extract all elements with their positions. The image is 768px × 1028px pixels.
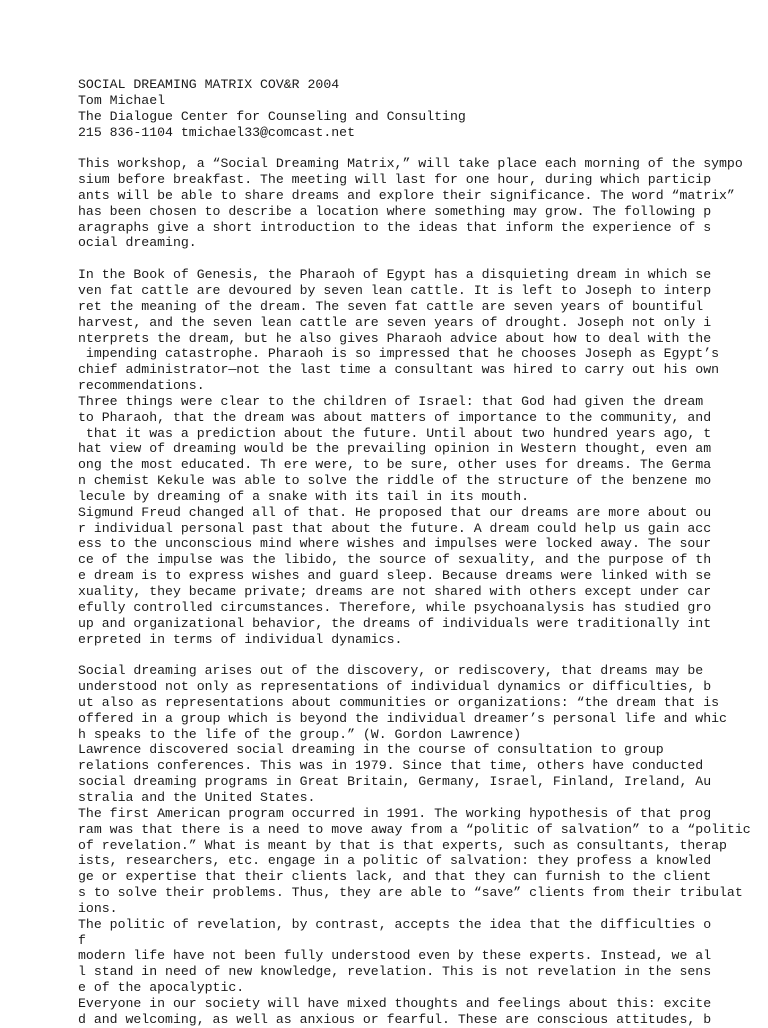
text-line: h speaks to the life of the group.” (W. Gordon Lawrence) [78, 726, 522, 742]
paragraph [78, 663, 751, 1027]
text-line: offered in a group which is beyond the individual dreamer’s personal life and whic [78, 710, 727, 726]
text-line: e of the apocalyptic. [78, 980, 245, 996]
text-line: n chemist Kekule was able to solve the riddle of the structure of the benzene mo [78, 473, 712, 489]
text-line: e dream is to express wishes and guard sleep. Because dreams were linked with se [78, 568, 712, 584]
text-line: erpreted in terms of individual dynamics. [78, 631, 403, 647]
text-line: of revelation.” What is meant by that is that experts, such as consultants, therap [78, 837, 727, 853]
text-line: hat view of dreaming would be the prevailing opinion in Western thought, even am [78, 441, 712, 457]
text-line: ions. [78, 900, 118, 916]
text-line: impending catastrophe. Pharaoh is so impressed that he chooses Joseph as Egypt’s [78, 346, 720, 362]
text-line: ret the meaning of the dream. The seven fat cattle are seven years of bountiful [78, 298, 704, 314]
text-line: ge or expertise that their clients lack, and that they can furnish to the client [78, 869, 712, 885]
text-line: ists, researchers, etc. engage in a politic of salvation: they profess a knowled [78, 853, 712, 869]
text-line: efully controlled circumstances. Therefore, while psychoanalysis has studied gro [78, 599, 712, 615]
text-line: relations conferences. This was in 1979. Since that time, others have conducted [78, 758, 704, 774]
text-line: has been chosen to describe a location where something may grow. The following p [78, 203, 712, 219]
text-line: In the Book of Genesis, the Pharaoh of Egypt has a disquieting dream in which se [78, 267, 712, 283]
text-line: Lawrence discovered social dreaming in the course of consultation to group [78, 742, 664, 758]
document-title: SOCIAL DREAMING MATRIX COV&R 2004 [78, 77, 340, 92]
contact-info: 215 836-1104 tmichael33@comcast.net [78, 124, 355, 140]
text-line: up and organizational behavior, the dreams of individuals were traditionally int [78, 615, 712, 631]
text-line: social dreaming programs in Great Britain, Germany, Israel, Finland, Ireland, Au [78, 774, 712, 790]
text-line: ants will be able to share dreams and explore their significance. The word “matrix” [78, 187, 735, 203]
text-line: The first American program occurred in 1991. The working hypothesis of that prog [78, 805, 712, 821]
spacer [78, 140, 738, 156]
text-line: recommendations. [78, 378, 205, 394]
text-line: ocial dreaming. [78, 235, 197, 251]
text-line: Sigmund Freud changed all of that. He proposed that our dreams are more about ou [78, 504, 712, 520]
text-line: modern life have not been fully understood even by these experts. Instead, we al [78, 948, 712, 964]
text-line: ong the most educated. Th ere were, to be sure, other uses for dreams. The Germa [78, 457, 712, 473]
text-line: ess to the unconscious mind where wishes and impulses were locked away. The sour [78, 536, 712, 552]
text-line: The politic of revelation, by contrast, accepts the idea that the difficulties o [78, 916, 712, 932]
text-line: This workshop, a “Social Dreaming Matrix,” will take place each morning of the sympo [78, 156, 743, 172]
text-line: f [78, 932, 86, 948]
text-line: Three things were clear to the children of Israel: that God had given the dream [78, 393, 704, 409]
text-line: nterprets the dream, but he also gives Pharaoh advice about how to deal with the [78, 330, 712, 346]
document-page [78, 77, 751, 1028]
text-line: s to solve their problems. Thus, they are able to “save” clients from their tribulat [78, 885, 743, 901]
text-line: understood not only as representations of individual dynamics or difficulties, b [78, 679, 712, 695]
document-header [78, 77, 738, 140]
text-line: ram was that there is a need to move away from a “politic of salvation” to a “politic [78, 821, 751, 837]
text-line: ce of the impulse was the libido, the source of sexuality, and the purpose of th [78, 552, 712, 568]
text-line: l stand in need of new knowledge, revelation. This is not revelation in the sens [78, 964, 712, 980]
text-line: to Pharaoh, that the dream was about matters of importance to the community, and [78, 409, 712, 425]
organization-name: The Dialogue Center for Counseling and Consulting [78, 108, 466, 124]
text-line: chief administrator—not the last time a consultant was hired to carry out his own [78, 362, 720, 378]
text-line: ven fat cattle are devoured by seven lean cattle. It is left to Joseph to interp [78, 282, 712, 298]
text-line: r individual personal past that about the future. A dream could help us gain acc [78, 520, 712, 536]
spacer [78, 251, 738, 267]
text-line: that it was a prediction about the future. Until about two hundred years ago, t [78, 425, 712, 441]
paragraph [78, 156, 743, 251]
text-line: sium before breakfast. The meeting will last for one hour, during which particip [78, 172, 712, 188]
document-body [78, 156, 751, 1027]
author-name: Tom Michael [78, 92, 166, 108]
text-line: ut also as representations about communities or organizations: “the dream that is [78, 694, 720, 710]
text-line: Social dreaming arises out of the discovery, or rediscovery, that dreams may be [78, 663, 704, 679]
text-line: stralia and the United States. [78, 789, 316, 805]
text-line: xuality, they became private; dreams are not shared with others except under car [78, 584, 712, 599]
paragraph [78, 267, 738, 647]
text-line: aragraphs give a short introduction to the ideas that inform the experience of s [78, 219, 712, 235]
text-line: harvest, and the seven lean cattle are seven years of drought. Joseph not only i [78, 314, 712, 330]
text-line: d and welcoming, as well as anxious or fearful. These are conscious attitudes, b [78, 1011, 712, 1027]
text-line: lecule by dreaming of a snake with its tail in its mouth. [78, 488, 530, 504]
spacer [78, 647, 738, 663]
text-line: Everyone in our society will have mixed thoughts and feelings about this: excite [78, 995, 712, 1011]
